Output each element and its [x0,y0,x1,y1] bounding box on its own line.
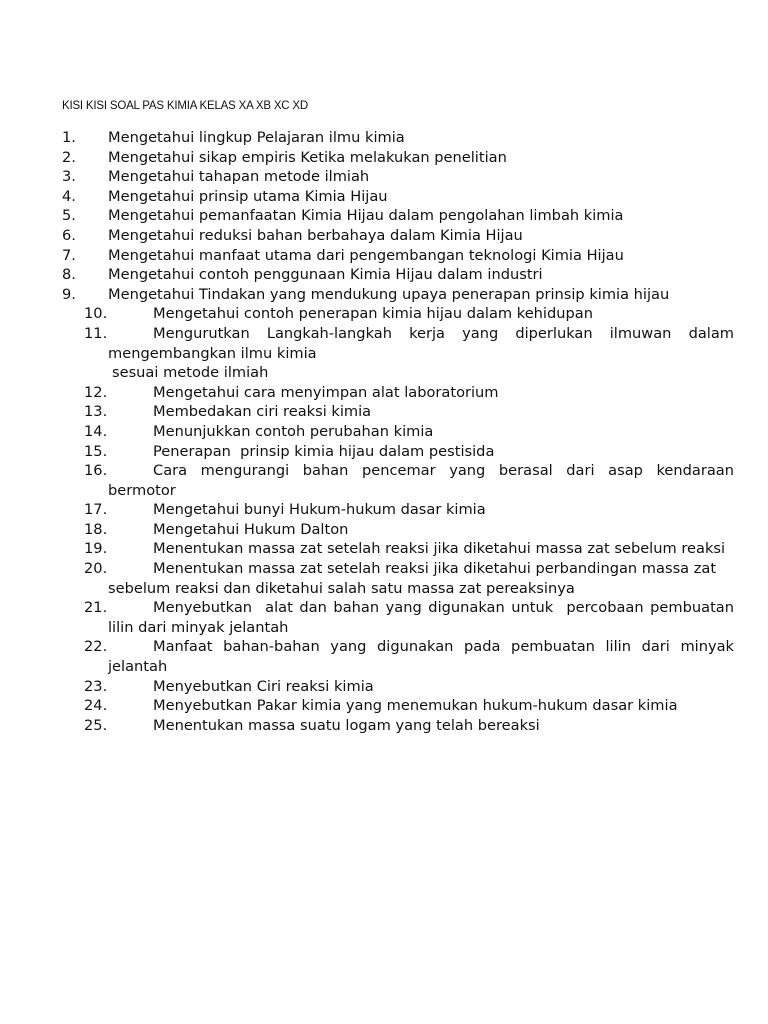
list-item [62,246,734,266]
item-text: Penerapan prinsip kimia hijau dalam pestisida [153,442,495,460]
list-item [62,442,734,462]
item-number: 13. [84,403,108,421]
item-number: 24. [84,697,108,715]
list-item [62,187,734,207]
item-number: 6. [62,226,76,244]
item-text: Menyebutkan Pakar kimia yang menemukan hukum-hukum dasar kimia [153,697,678,715]
list-item [62,637,734,676]
item-text: Mengetahui Hukum Dalton [153,520,349,538]
list-item [62,402,734,422]
list-item [62,226,734,246]
list-item [62,461,734,500]
item-text: Menentukan massa zat setelah reaksi jika diketahui perbandingan massa zat sebelum reaksi dan diketahui salah satu massa zat pereaksinya [108,560,717,597]
item-text: Mengetahui manfaat utama dari pengembangan teknologi Kimia Hijau [108,246,624,264]
item-number: 12. [84,383,108,401]
item-text: Mengetahui Tindakan yang mendukung upaya penerapan prinsip kimia hijau [108,285,670,303]
item-text: Menentukan massa suatu logam yang telah bereaksi [153,716,540,734]
item-text: Menentukan massa zat setelah reaksi jika diketahui massa zat sebelum reaksi [153,540,726,558]
list-item [62,598,739,637]
item-text: Mengurutkan Langkah-langkah kerja yang diperlukan ilmuwan dalam mengembangkan ilmu kimia [108,324,734,362]
item-text: Mengetahui prinsip utama Kimia Hijau [108,187,388,205]
item-number: 4. [62,187,76,205]
item-number: 15. [84,442,108,460]
item-text: Mengetahui tahapan metode ilmiah [108,168,370,186]
indicator-list [62,128,739,735]
item-number: 17. [84,501,108,519]
list-item [62,148,734,168]
item-text: Mengetahui reduksi bahan berbahaya dalam Kimia Hijau [108,226,523,244]
item-text: Menyebutkan alat dan bahan yang digunakan untuk percobaan pembuatan lilin dari minyak jelantah [108,599,739,636]
list-item [62,500,734,520]
item-number: 21. [84,599,108,617]
item-number: 10. [84,305,108,323]
item-text: Mengetahui sikap empiris Ketika melakukan penelitian [108,148,507,166]
list-item [62,559,734,598]
item-text: Cara mengurangi bahan pencemar yang berasal dari asap kendaraan bermotor [108,462,734,499]
item-number: 20. [84,560,108,578]
item-number: 8. [62,266,76,284]
item-number: 3. [62,168,76,186]
item-text: Mengetahui contoh penggunaan Kimia Hijau dalam industri [108,266,543,284]
item-number: 18. [84,520,108,538]
list-item [62,539,734,559]
list-item [62,304,734,324]
item-text: Menunjukkan contoh perubahan kimia [153,422,434,440]
item-number: 19. [84,540,108,558]
list-item [62,677,734,697]
list-item [62,265,734,285]
item-number: 25. [84,716,108,734]
item-number: 7. [62,246,76,264]
list-item [62,167,734,187]
list-item [62,206,734,226]
item-text: Mengetahui cara menyimpan alat laboratorium [153,383,499,401]
item-text: Mengetahui pemanfaatan Kimia Hijau dalam pengolahan limbah kimia [108,207,624,225]
list-item [62,128,734,148]
item-number: 11. [84,324,108,342]
list-item [62,716,734,736]
list-item [62,383,734,403]
item-text: Mengetahui contoh penerapan kimia hijau dalam kehidupan [153,305,593,323]
item-number: 2. [62,148,76,166]
item-number: 16. [84,462,108,480]
document-title: KISI KISI SOAL PAS KIMIA KELAS XA XB XC XD [62,100,308,112]
item-number: 14. [84,422,108,440]
list-item [62,520,734,540]
list-item [62,696,734,716]
item-text: Menyebutkan Ciri reaksi kimia [153,677,374,695]
list-item [62,285,734,305]
item-text-continuation: sesuai metode ilmiah [112,364,269,382]
item-text: Membedakan ciri reaksi kimia [153,403,372,421]
item-number: 1. [62,129,76,146]
list-item [62,422,734,442]
item-number: 5. [62,207,76,225]
list-item [62,324,734,383]
item-text: Mengetahui lingkup Pelajaran ilmu kimia [108,129,405,146]
item-text: Manfaat bahan-bahan yang digunakan pada pembuatan lilin dari minyak jelantah [108,638,734,676]
item-number: 22. [84,638,108,656]
item-text: Mengetahui bunyi Hukum-hukum dasar kimia [153,501,486,519]
item-number: 23. [84,677,108,695]
item-number: 9. [62,285,76,303]
